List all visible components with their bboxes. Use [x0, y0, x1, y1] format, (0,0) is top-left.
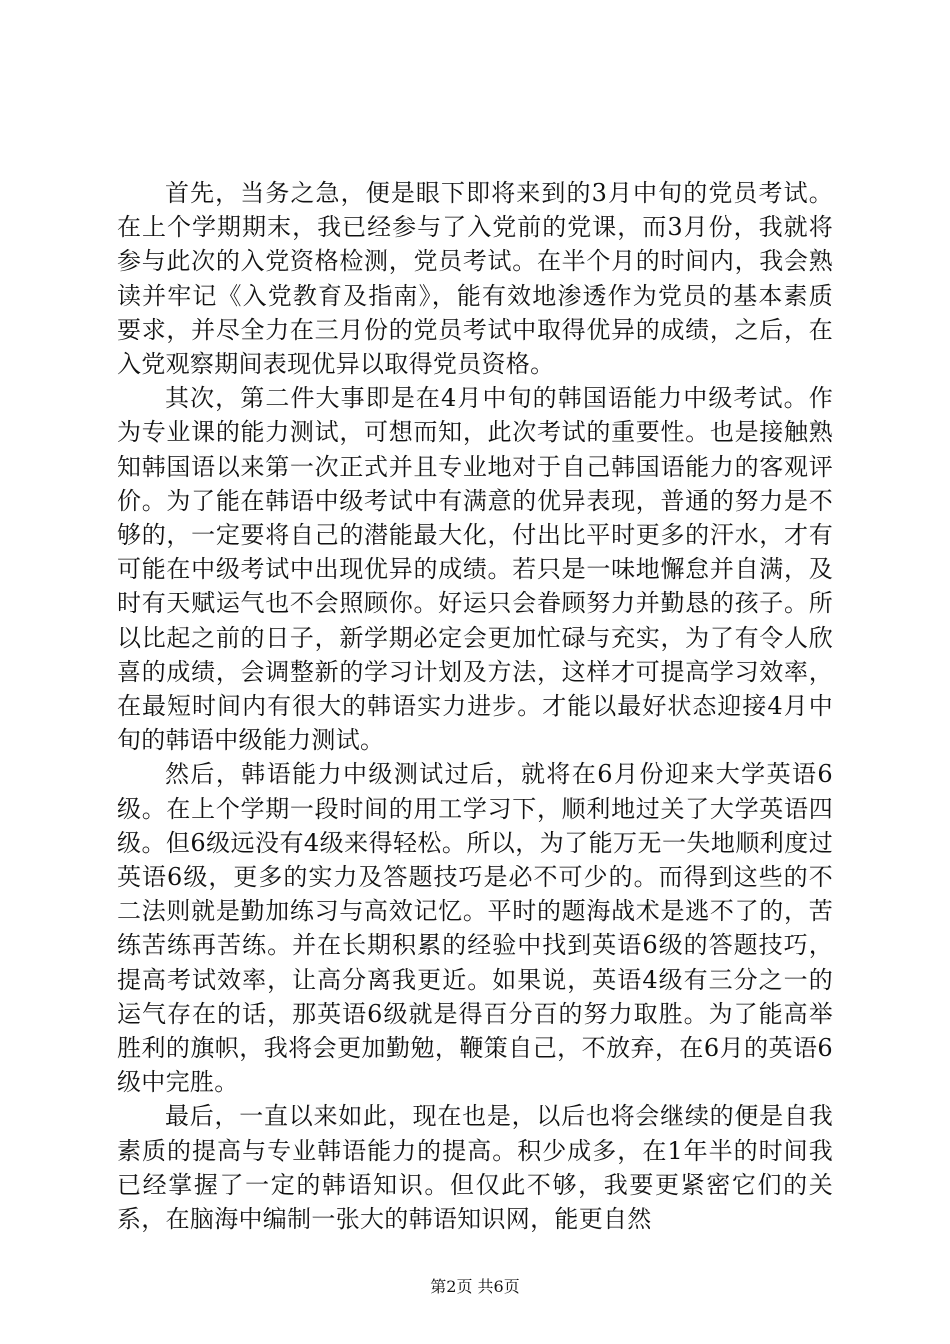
paragraph-3: 然后，韩语能力中级测试过后，就将在6月份迎来大学英语6级。在上个学期一段时间的用工学习下，顺利地过关了大学英语四级。但6级远没有4级来得轻松。所以，为了能万无一失地顺利度过英语6级，更多的实力及答题技巧是必不可少的。而得到这些的不二法则就是勤加练习与高效记忆。平时的题海战术是逃不了的，苦练苦练再苦练。并在长期积累的经验中找到英语6级的答题技巧，提高考试效率，让高分离我更近。如果说，英语4级有三分之一的运气存在的话，那英语6级就是得百分百的努力取胜。为了能高举胜利的旗帜，我将会更加勤勉，鞭策自己，不放弃，在6月的英语6级中完胜。	[117, 760, 833, 1097]
page-number-footer: 第2页 共6页	[430, 1277, 520, 1296]
paragraph-4: 最后，一直以来如此，现在也是，以后也将会继续的便是自我素质的提高与专业韩语能力的提高。积少成多，在1年半的时间我已经掌握了一定的韩语知识。但仅此不够，我要更紧密它们的关系，在脑海中编制一张大的韩语知识网，能更自然	[117, 1102, 833, 1234]
paragraph-2: 其次，第二件大事即是在4月中旬的韩国语能力中级考试。作为专业课的能力测试，可想而知，此次考试的重要性。也是接触熟知韩国语以来第一次正式并且专业地对于自己韩国语能力的客观评价。为了能在韩语中级考试中有满意的优异表现，普通的努力是不够的，一定要将自己的潜能最大化，付出比平时更多的汗水，才有可能在中级考试中出现优异的成绩。若只是一味地懈怠并自满，及时有天赋运气也不会照顾你。好运只会眷顾努力并勤恳的孩子。所以比起之前的日子，新学期必定会更加忙碌与充实，为了有令人欣喜的成绩，会调整新的学习计划及方法，这样才可提高学习效率，在最短时间内有很大的韩语实力进步。才能以最好状态迎接4月中旬的韩语中级能力测试。	[117, 384, 833, 755]
document-body	[117, 176, 833, 1236]
paragraph-1: 首先，当务之急，便是眼下即将来到的3月中旬的党员考试。在上个学期期末，我已经参与了入党前的党课，而3月份，我就将参与此次的入党资格检测，党员考试。在半个月的时间内，我会熟读并牢记《入党教育及指南》，能有效地渗透作为党员的基本素质要求，并尽全力在三月份的党员考试中取得优异的成绩，之后，在入党观察期间表现优异以取得党员资格。	[117, 179, 833, 379]
